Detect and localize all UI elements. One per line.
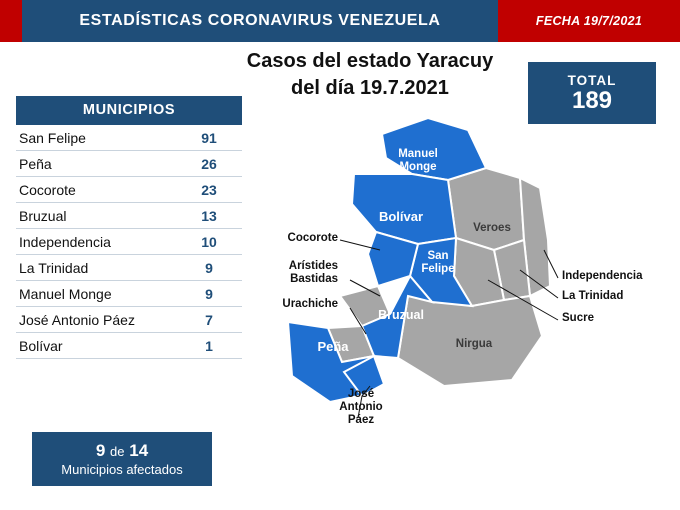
municipio-name: Peña bbox=[19, 155, 52, 172]
affected-total: 14 bbox=[129, 441, 149, 461]
municipio-value: 13 bbox=[201, 207, 217, 224]
municipio-name: Cocorote bbox=[19, 181, 76, 198]
header-red-accent-left bbox=[0, 0, 22, 42]
municipios-table-header: MUNICIPIOS bbox=[16, 96, 242, 125]
municipio-value: 91 bbox=[201, 129, 217, 146]
map-label-san-felipe-l2: Felipe bbox=[421, 263, 455, 276]
municipio-name: San Felipe bbox=[19, 129, 86, 146]
header-title: ESTADÍSTICAS CORONAVIRUS VENEZUELA bbox=[79, 12, 441, 29]
map-callout-la-trinidad: La Trinidad bbox=[562, 290, 624, 302]
municipio-value: 7 bbox=[205, 311, 213, 328]
municipio-value: 23 bbox=[201, 181, 217, 198]
map-callout-urachiche: Urachiche bbox=[282, 298, 338, 310]
map-callout-jap-l1: José bbox=[347, 388, 375, 400]
page-title bbox=[220, 48, 520, 102]
table-row bbox=[16, 229, 242, 255]
municipio-name: José Antonio Páez bbox=[19, 311, 135, 328]
table-row bbox=[16, 177, 242, 203]
page-title-line2: del día 19.7.2021 bbox=[291, 77, 449, 99]
map-label-veroes: Veroes bbox=[473, 222, 511, 234]
municipio-name: Independencia bbox=[19, 233, 111, 250]
header-date: FECHA 19/7/2021 bbox=[535, 14, 643, 28]
page-title-line1: Casos del estado Yaracuy bbox=[246, 50, 494, 72]
map-callout-jap-l3: Páez bbox=[347, 414, 375, 427]
municipio-value: 10 bbox=[201, 233, 217, 250]
map-label-manuel-monge bbox=[386, 148, 450, 174]
affected-subtitle: Municipios afectados bbox=[61, 461, 183, 477]
table-row bbox=[16, 203, 242, 229]
table-row bbox=[16, 255, 242, 281]
table-row bbox=[16, 307, 242, 333]
affected-connector: de bbox=[110, 444, 125, 460]
municipios-table bbox=[16, 96, 242, 359]
map-label-nirgua: Nirgua bbox=[455, 338, 493, 350]
municipio-name: La Trinidad bbox=[19, 259, 89, 276]
map-callout-independencia: Independencia bbox=[562, 270, 643, 282]
map-label-bolivar: Bolívar bbox=[378, 209, 424, 224]
map-label-manuel-monge-l1: Manuel bbox=[398, 148, 438, 160]
table-row bbox=[16, 125, 242, 151]
yaracuy-map bbox=[258, 100, 670, 440]
map-label-manuel-monge-l2: Monge bbox=[399, 161, 437, 174]
municipio-value: 1 bbox=[205, 337, 213, 354]
map-callout-aristides-bastidas bbox=[246, 260, 338, 286]
affected-count-line bbox=[32, 440, 212, 461]
affected-municipalities-box bbox=[32, 432, 212, 486]
map-label-san-felipe-l1: San bbox=[427, 250, 449, 262]
total-value: 189 bbox=[571, 86, 613, 114]
municipio-name: Bruzual bbox=[19, 207, 67, 224]
map-callout-cocorote: Cocorote bbox=[287, 232, 338, 244]
map-label-pena: Peña bbox=[317, 339, 349, 354]
municipio-value: 9 bbox=[205, 259, 213, 276]
header-date-container bbox=[498, 0, 680, 42]
map-region-veroes bbox=[448, 168, 524, 250]
affected-count: 9 bbox=[95, 441, 106, 461]
table-row bbox=[16, 333, 242, 359]
map-label-san-felipe bbox=[414, 250, 462, 276]
map-callout-aristides-l2: Bastidas bbox=[290, 273, 338, 286]
table-row bbox=[16, 151, 242, 177]
municipio-value: 9 bbox=[205, 285, 213, 302]
total-label: TOTAL bbox=[567, 72, 617, 88]
map-callout-sucre: Sucre bbox=[562, 312, 594, 324]
municipio-name: Manuel Monge bbox=[19, 285, 112, 302]
map-label-bruzual: Bruzual bbox=[378, 308, 424, 322]
municipio-value: 26 bbox=[201, 155, 217, 172]
municipio-name: Bolívar bbox=[19, 337, 63, 354]
header-title-container bbox=[22, 0, 498, 42]
map-callout-jap-l2: Antonio bbox=[339, 401, 383, 414]
map-callout-aristides-l1: Arístides bbox=[288, 260, 338, 272]
table-row bbox=[16, 281, 242, 307]
header-bar bbox=[0, 0, 680, 42]
map-callout-jose-antonio-paez bbox=[326, 388, 396, 428]
